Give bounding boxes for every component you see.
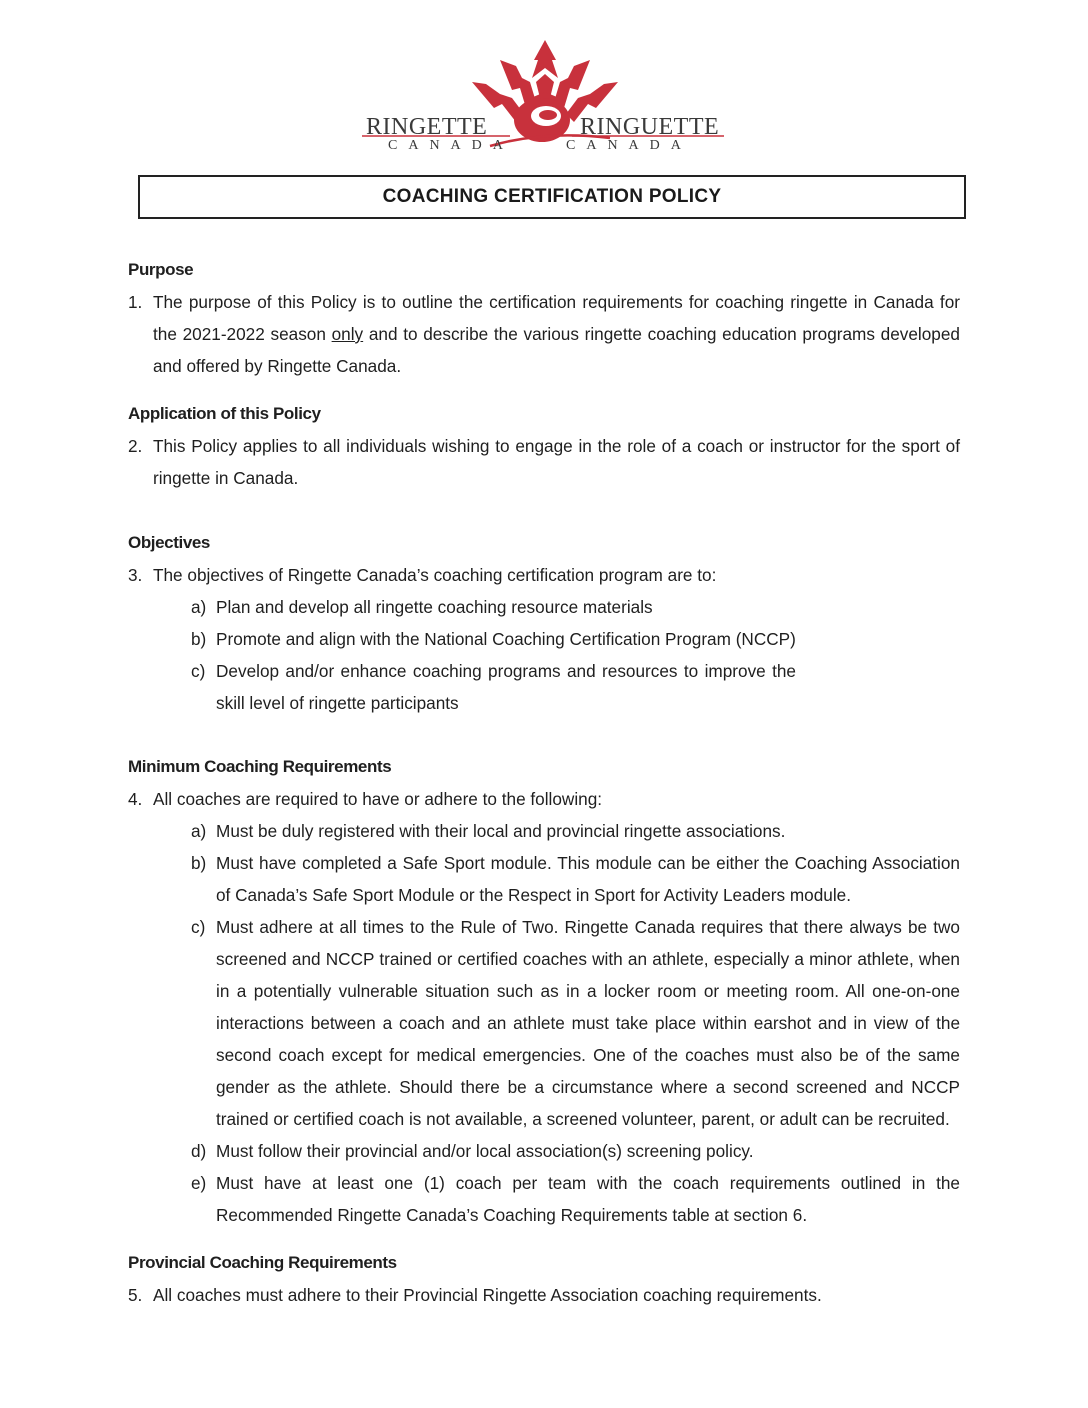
sub-item-text: Promote and align with the National Coaching Certification Program (NCCP): [216, 629, 796, 649]
logo-text-french: RINGUETTE: [580, 114, 720, 140]
sub-list: [128, 591, 960, 719]
sub-item-text: Must follow their provincial and/or local association(s) screening policy.: [216, 1141, 754, 1161]
item-number: 2.: [128, 436, 143, 456]
section-heading: Minimum Coaching Requirements: [128, 757, 392, 776]
section-objectives: [128, 527, 960, 719]
sub-item-text: Develop and/or enhance coaching programs and resources to improve the skill level of ringette participants: [216, 661, 796, 713]
section-heading: Objectives: [128, 533, 210, 552]
sub-item-text: Must adhere at all times to the Rule of Two. Ringette Canada requires that there always be two screened and NCCP trained or certified coaches with an athlete, especially a minor athlete, when in a potentially vulnerable situation such as in a locker room or meeting room. All one-on-one interactions between a coach and an athlete must take place within earshot and in view of the second coach except for medical emergencies. One of the coaches must also be of the same gender as the athlete. Should there be a circumstance where a second screened and NCCP trained or certified coach is not available, a screened volunteer, parent, or adult can be recruited.: [216, 917, 960, 1129]
sub-item: [191, 1135, 960, 1167]
sub-item-letter: c): [191, 917, 206, 937]
policy-content: [128, 254, 960, 1311]
sub-item: [191, 1167, 960, 1231]
sub-item: [191, 623, 960, 655]
section-heading: Purpose: [128, 260, 194, 279]
sub-item-text: Plan and develop all ringette coaching resource materials: [216, 597, 653, 617]
sub-item-text: Must have completed a Safe Sport module. This module can be either the Coaching Association of Canada’s Safe Sport Module or the Respect in Sport for Activity Leaders module.: [216, 853, 960, 905]
numbered-item: [128, 286, 960, 382]
item-text: All coaches must adhere to their Provincial Ringette Association coaching requirements.: [153, 1285, 822, 1305]
title-box: [138, 175, 966, 219]
section-application: [128, 398, 960, 494]
ringette-canada-logo: [360, 38, 730, 160]
item-text: and to describe the various ringette coaching education programs developed and offered by Ringette Canada.: [153, 324, 960, 376]
sub-item-letter: b): [191, 629, 207, 649]
sub-item-letter: d): [191, 1141, 207, 1161]
item-number: 5.: [128, 1285, 143, 1305]
logo-subtext-english: CANADA: [388, 138, 514, 153]
sub-item: [191, 655, 796, 719]
sub-item: [191, 591, 960, 623]
section-provincial-requirements: [128, 1247, 960, 1311]
numbered-item: [128, 430, 960, 494]
section-heading: Application of this Policy: [128, 404, 321, 423]
sub-item: [191, 815, 960, 847]
sub-item-letter: e): [191, 1173, 207, 1193]
numbered-item: [128, 559, 960, 591]
numbered-item: [128, 783, 960, 815]
sub-item-letter: a): [191, 821, 207, 841]
page-title: COACHING CERTIFICATION POLICY: [382, 186, 722, 207]
item-text: All coaches are required to have or adhere to the following:: [153, 789, 603, 809]
underlined-text: only: [331, 324, 364, 344]
logo-subtext-french: CANADA: [566, 138, 692, 153]
item-text: This Policy applies to all individuals wishing to engage in the role of a coach or instructor for the sport of ringette in Canada.: [153, 436, 960, 488]
sub-item: [191, 911, 960, 1135]
sub-list: [128, 815, 960, 1231]
section-purpose: [128, 254, 960, 382]
sub-item-letter: b): [191, 853, 207, 873]
numbered-item: [128, 1279, 960, 1311]
sub-item: [191, 847, 960, 911]
item-number: 4.: [128, 789, 143, 809]
section-heading: Provincial Coaching Requirements: [128, 1253, 397, 1272]
item-number: 3.: [128, 565, 143, 585]
item-text: The objectives of Ringette Canada’s coaching certification program are to:: [153, 565, 717, 585]
sub-item-letter: c): [191, 661, 206, 681]
sub-item-text: Must have at least one (1) coach per team with the coach requirements outlined in the Recommended Ringette Canada’s Coaching Requirements table at section 6.: [216, 1173, 960, 1225]
sub-item-text: Must be duly registered with their local and provincial ringette associations.: [216, 821, 786, 841]
item-text: The purpose of this Policy is to outline the certification requirements for coaching ringette in Canada for the 2021-2022 season: [153, 292, 960, 344]
sub-item-letter: a): [191, 597, 207, 617]
section-minimum-requirements: [128, 751, 960, 1231]
item-number: 1.: [128, 292, 143, 312]
logo-text-english: RINGETTE: [366, 114, 488, 140]
